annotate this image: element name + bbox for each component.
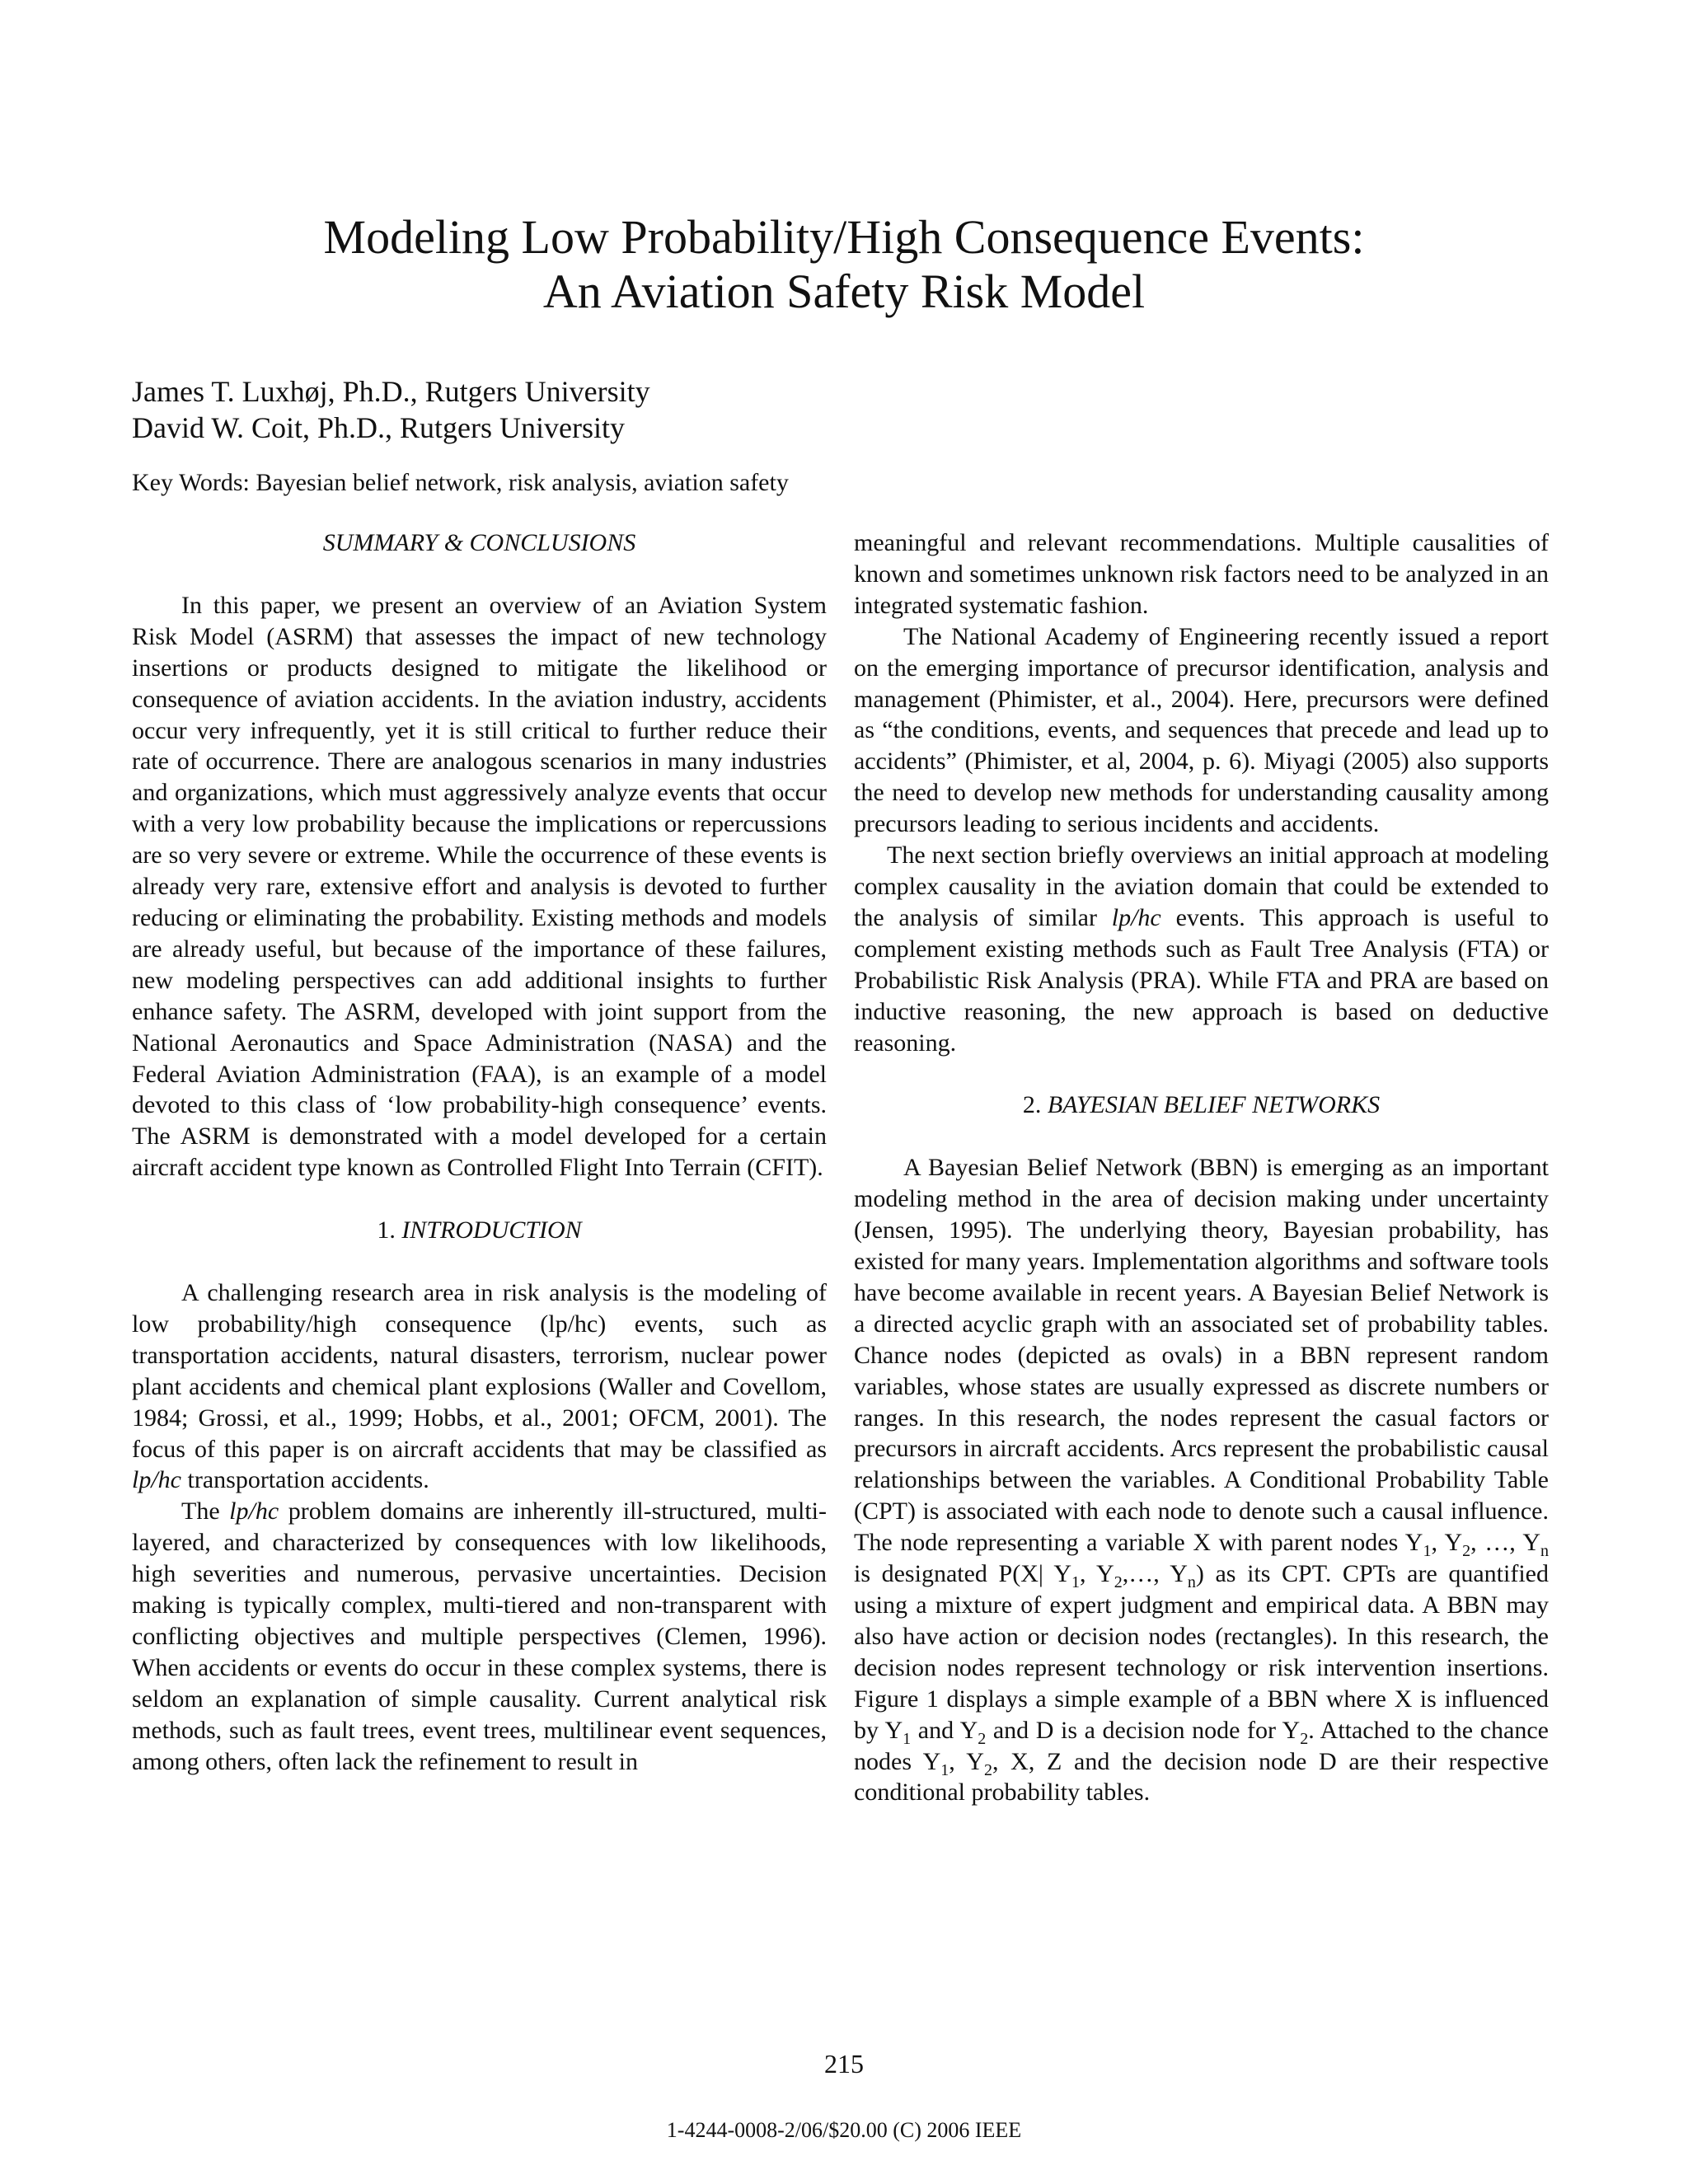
summary-heading: SUMMARY & CONCLUSIONS: [322, 529, 636, 556]
left-column: [132, 527, 827, 1778]
section-number: 1.: [377, 1216, 396, 1244]
page-number: 215: [824, 2049, 864, 2079]
section-title: BAYESIAN BELIEF NETWORKS: [1047, 1091, 1381, 1119]
bbn-heading: [854, 1090, 1549, 1121]
paper-title: [0, 210, 1688, 319]
intro-paragraph-3: meaningful and relevant recommendations. Multiple causalities of known and sometimes unknown risk factors need to be analyzed in an integrated systematic fashion.: [854, 529, 1549, 619]
intro-paragraph-5: The next section briefly overviews an initial approach at modeling complex causality in the aviation domain that could be extended to the analysis of similar lp/hc events. This approach is useful to complement existing methods such as Fault Tree Analysis (FTA) or Probabilistic Risk Analysis (PRA). While FTA and PRA are based on inductive reasoning, the new approach is based on deductive reasoning.: [854, 841, 1550, 1057]
copyright-footer: 1-4244-0008-2/06/$20.00 (C) 2006 IEEE: [666, 2118, 1022, 2142]
right-column: [854, 527, 1549, 1808]
title-line-1: Modeling Low Probability/High Consequence Events:: [323, 210, 1365, 264]
section-title: INTRODUCTION: [401, 1216, 582, 1244]
title-line-2: An Aviation Safety Risk Model: [542, 265, 1146, 318]
section-number: 2.: [1022, 1091, 1042, 1119]
intro-paragraph-4: The National Academy of Engineering recently issued a report on the emerging importance of precursor identification, analysis and management (Phimister, et al., 2004). Here, precursors were defined as “the conditions, events, and sequences that precede and lead up to accidents” (Phimister, et al, 2004, p. 6). Miyagi (2005) also supports the need to develop new methods for understanding causality among precursors leading to serious incidents and accidents.: [854, 622, 1549, 838]
introduction-heading: [132, 1215, 827, 1246]
author-2: David W. Coit, Ph.D., Rutgers University: [132, 411, 626, 444]
author-1: James T. Luxhøj, Ph.D., Rutgers University: [132, 375, 650, 408]
intro-paragraph-1: A challenging research area in risk analysis is the modeling of low probability/high consequence (lp/hc) events, such as transportation accidents, natural disasters, terrorism, nuclear power plant accidents and chemical plant explosions (Waller and Covellom, 1984; Grossi, et al., 1999; Hobbs, et al., 2001; OFCM, 2001). The focus of this paper is on aircraft accidents that may be classified as lp/hc transportation accidents.: [132, 1279, 827, 1494]
keywords: Key Words: Bayesian belief network, risk analysis, aviation safety: [132, 469, 789, 496]
bbn-paragraph-1: A Bayesian Belief Network (BBN) is emerging as an important modeling method in the area of decision making under uncertainty (Jensen, 1995). The underlying theory, Bayesian probability, has existed for many years. Implementation algorithms and software tools have become available in recent years. A Bayesian Belief Network is a directed acyclic graph with an associated set of probability tables. Chance nodes (depicted as ovals) in a BBN represent random variables, whose states are usually expressed as discrete numbers or ranges. In this research, the nodes represent the casual factors or precursors in aircraft accidents. Arcs represent the probabilistic causal relationships between the variables. A Conditional Probability Table (CPT) is associated with each node to denote such a causal influence. The node representing a variable X with parent nodes $Y_1$, $Y_2$, …, $Y_n$ is designated P(X| $Y_1$, $Y_2,\dots$, $Y_n$) as its CPT. CPTs are quantified using a mixture of expert judgment and empirical data. A BBN may also have action or decision nodes (rectangles). In this research, the decision nodes represent technology or risk intervention insertions. Figure 1 displays a simple example of a BBN where X is influenced by $Y_1$ and $Y_2$ and D is a decision node for $Y_2$. Attached to the chance nodes $Y_1$, $Y_2$, X, Z and the decision node D are their respective conditional probability tables.: [854, 1154, 1549, 1807]
intro-paragraph-2: The lp/hc problem domains are inherently ill-structured, multi-layered, and characterized by consequences with low likelihoods, high severities and numerous, pervasive uncertainties. Decision making is typically complex, multi-tiered and non-transparent with conflicting objectives and multiple perspectives (Clemen, 1996). When accidents or events do occur in these complex systems, there is seldom an explanation of simple causality. Current analytical risk methods, such as fault trees, event trees, multilinear event sequences, among others, often lack the refinement to result in: [132, 1497, 828, 1775]
summary-paragraph: In this paper, we present an overview of an Aviation System Risk Model (ASRM) that assesses the impact of new technology insertions or products designed to mitigate the likelihood or consequence of aviation accidents. In the aviation industry, accidents occur very infrequently, yet it is still critical to further reduce their rate of occurrence. There are analogous scenarios in many industries and organizations, which must aggressively analyze events that occur with a very low probability because the implications or repercussions are so very severe or extreme. While the occurrence of these events is already very rare, extensive effort and analysis is devoted to further reducing or eliminating the probability. Existing methods and models are already useful, but because of the importance of these failures, new modeling perspectives can add additional insights to further enhance safety. The ASRM, developed with joint support from the National Aeronautics and Space Administration (NASA) and the Federal Aviation Administration (FAA), is an example of a model devoted to this class of ‘low probability-high consequence’ events. The ASRM is demonstrated with a model developed for a certain aircraft accident type known as Controlled Flight Into Terrain (CFIT).: [132, 591, 827, 1182]
